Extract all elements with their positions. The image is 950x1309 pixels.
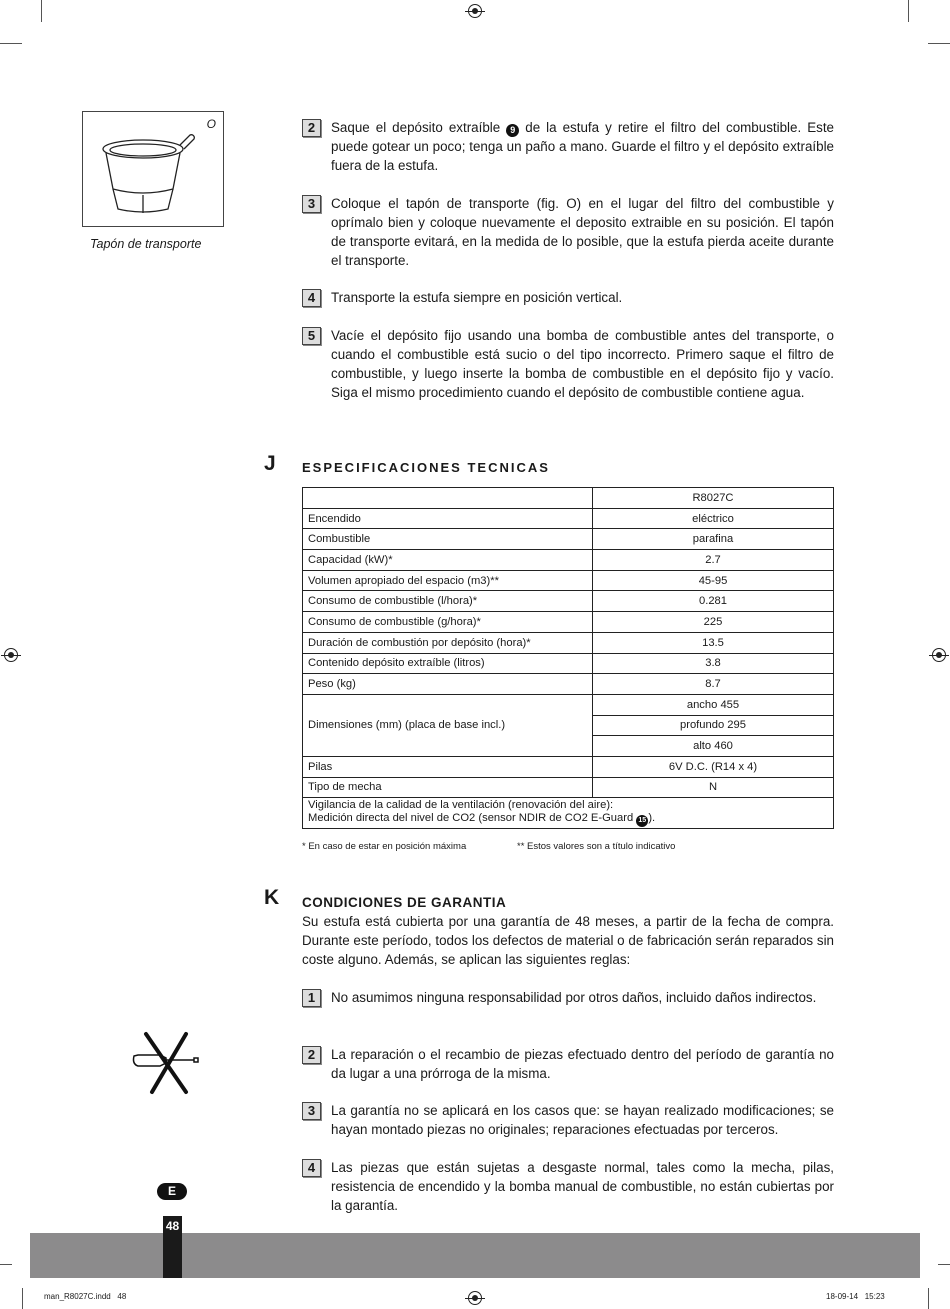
section-letter: K bbox=[264, 886, 280, 909]
spec-value: 13.5 bbox=[593, 632, 834, 653]
spec-row bbox=[303, 674, 834, 695]
spec-value: alto 460 bbox=[593, 736, 834, 757]
spec-label: Consumo de combustible (l/hora)* bbox=[303, 591, 593, 612]
spec-row bbox=[303, 612, 834, 633]
step-text: Coloque el tapón de transporte (fig. O) en el lugar del filtro del combustible y oprímalo bien y coloque nuevamente el deposito extraible en su posición. El tapón de transporte evitará, en la medida de lo posible, que la estufa pierda aceite durante el transporte. bbox=[331, 196, 834, 268]
spec-label: Vigilancia de la calidad de la ventilación (renovación del aire): bbox=[308, 799, 614, 812]
spec-label: Duración de combustión por depósito (hora)* bbox=[303, 632, 593, 653]
spec-value: 45-95 bbox=[593, 570, 834, 591]
spec-value: N bbox=[593, 777, 834, 798]
spec-value: 8.7 bbox=[593, 674, 834, 695]
step-number: 5 bbox=[302, 327, 321, 345]
step-number: 3 bbox=[302, 195, 321, 213]
crop-mark bbox=[22, 1288, 23, 1309]
crop-mark bbox=[908, 0, 909, 22]
section-title: CONDICIONES DE GARANTIA bbox=[302, 895, 507, 910]
step-text: Transporte la estufa siempre en posición vertical. bbox=[331, 290, 623, 305]
no-screwdriver-icon bbox=[130, 1030, 202, 1096]
spec-label: Peso (kg) bbox=[303, 674, 593, 695]
spec-value: ancho 455 bbox=[593, 694, 834, 715]
registration-mark-icon bbox=[4, 648, 18, 662]
figure-label: O bbox=[206, 117, 216, 131]
spec-value: 3.8 bbox=[593, 653, 834, 674]
transport-cap-icon bbox=[98, 127, 198, 217]
language-badge: E bbox=[157, 1183, 187, 1200]
footnote: * En caso de estar en posición máxima bbox=[302, 841, 467, 852]
step-number: 2 bbox=[302, 119, 321, 137]
spec-row bbox=[303, 508, 834, 529]
registration-mark-icon bbox=[932, 648, 946, 662]
spec-label: Volumen apropiado del espacio (m3)** bbox=[303, 570, 593, 591]
spec-row bbox=[303, 756, 834, 777]
spec-value: 225 bbox=[593, 612, 834, 633]
spec-row bbox=[303, 591, 834, 612]
warranty-item bbox=[302, 988, 834, 1007]
crop-mark bbox=[0, 43, 22, 44]
reference-badge: 15 bbox=[636, 815, 648, 827]
spec-label: Combustible bbox=[303, 529, 593, 550]
spec-label: Capacidad (kW)* bbox=[303, 550, 593, 571]
item-text: No asumimos ninguna responsabilidad por otros daños, incluido daños indirectos. bbox=[331, 990, 817, 1005]
spec-label: Tipo de mecha bbox=[303, 777, 593, 798]
spec-value: eléctrico bbox=[593, 508, 834, 529]
warranty-intro: Su estufa está cubierta por una garantía de 48 meses, a partir de la fecha de compra. Durante este período, todos los defectos de material o de fabricación serán reparados sin coste alguno. Además, se aplican las siguientes reglas: bbox=[302, 914, 834, 967]
spec-row bbox=[303, 694, 834, 715]
spec-value: 0.281 bbox=[593, 591, 834, 612]
spec-label: Consumo de combustible (g/hora)* bbox=[303, 612, 593, 633]
spec-label: Contenido depósito extraíble (litros) bbox=[303, 653, 593, 674]
step-item bbox=[302, 118, 834, 175]
model-header: R8027C bbox=[593, 488, 834, 509]
slug-date: 18-09-14 15:23 bbox=[826, 1292, 885, 1301]
spec-value: parafina bbox=[593, 529, 834, 550]
crop-mark bbox=[928, 1288, 929, 1309]
reference-badge: 9 bbox=[506, 124, 519, 137]
spec-value: 6V D.C. (R14 x 4) bbox=[593, 756, 834, 777]
spec-label: Dimensiones (mm) (placa de base incl.) bbox=[303, 694, 593, 756]
registration-mark-icon bbox=[468, 1291, 482, 1305]
figure-transport-cap bbox=[82, 111, 224, 227]
specifications-table bbox=[302, 487, 834, 829]
item-text: Las piezas que están sujetas a desgaste normal, tales como la mecha, pilas, resistencia de encendido y la bomba manual de combustible, no están cubiertas por la garantía. bbox=[331, 1160, 834, 1213]
step-item bbox=[302, 326, 834, 402]
warranty-item bbox=[302, 1045, 834, 1083]
crop-mark bbox=[41, 0, 42, 22]
figure-caption: Tapón de transporte bbox=[90, 237, 202, 251]
step-item bbox=[302, 288, 834, 307]
step-number: 4 bbox=[302, 289, 321, 307]
spec-row-ventilation bbox=[303, 798, 834, 829]
spec-row bbox=[303, 570, 834, 591]
crop-mark bbox=[0, 1264, 12, 1265]
spec-row bbox=[303, 550, 834, 571]
crop-mark bbox=[928, 43, 950, 44]
step-text: Vacíe el depósito fijo usando una bomba de combustible antes del transporte, o cuando el combustible está sucio o del tipo incorrecto. Primero saque el filtro de combustible, y luego inserte la bomba de combustible en el depósito fijo y vacío. Siga el mismo procedimiento cuando el depósito de combustible contiene agua. bbox=[331, 328, 834, 400]
section-letter: J bbox=[264, 452, 276, 475]
spec-row bbox=[303, 653, 834, 674]
step-item bbox=[302, 194, 834, 270]
step-text: Saque el depósito extraíble 9 de la estufa y retire el filtro del combustible. Este puede gotear un poco; tenga un paño a mano. Guarde el filtro y el depósito extraíble fuera de la estufa. bbox=[331, 120, 834, 173]
spec-label: Encendido bbox=[303, 508, 593, 529]
warranty-item bbox=[302, 1158, 834, 1215]
item-number: 4 bbox=[302, 1159, 321, 1177]
spec-row bbox=[303, 777, 834, 798]
section-title: ESPECIFICACIONES TECNICAS bbox=[302, 460, 550, 475]
item-number: 2 bbox=[302, 1046, 321, 1064]
spec-row bbox=[303, 529, 834, 550]
spec-row bbox=[303, 632, 834, 653]
crop-mark bbox=[938, 1264, 950, 1265]
item-number: 3 bbox=[302, 1102, 321, 1120]
registration-mark-icon bbox=[468, 4, 482, 18]
footnote: ** Estos valores son a título indicativo bbox=[517, 841, 676, 852]
item-text: La garantía no se aplicará en los casos que: se hayan realizado modificaciones; se hayan montado piezas no originales; reparaciones efectuadas por terceros. bbox=[331, 1103, 834, 1137]
page-number: 48 bbox=[163, 1216, 182, 1278]
slug-filename: man_R8027C.indd 48 bbox=[44, 1292, 127, 1301]
spec-label: Pilas bbox=[303, 756, 593, 777]
spec-value: 2.7 bbox=[593, 550, 834, 571]
spec-value: profundo 295 bbox=[593, 715, 834, 736]
spec-label: Medición directa del nivel de CO2 (sensor NDIR de CO2 E-Guard 15 ). bbox=[308, 812, 828, 827]
item-text: La reparación o el recambio de piezas efectuado dentro del período de garantía no da lugar a una prórroga de la misma. bbox=[331, 1047, 834, 1081]
item-number: 1 bbox=[302, 989, 321, 1007]
warranty-item bbox=[302, 1101, 834, 1139]
